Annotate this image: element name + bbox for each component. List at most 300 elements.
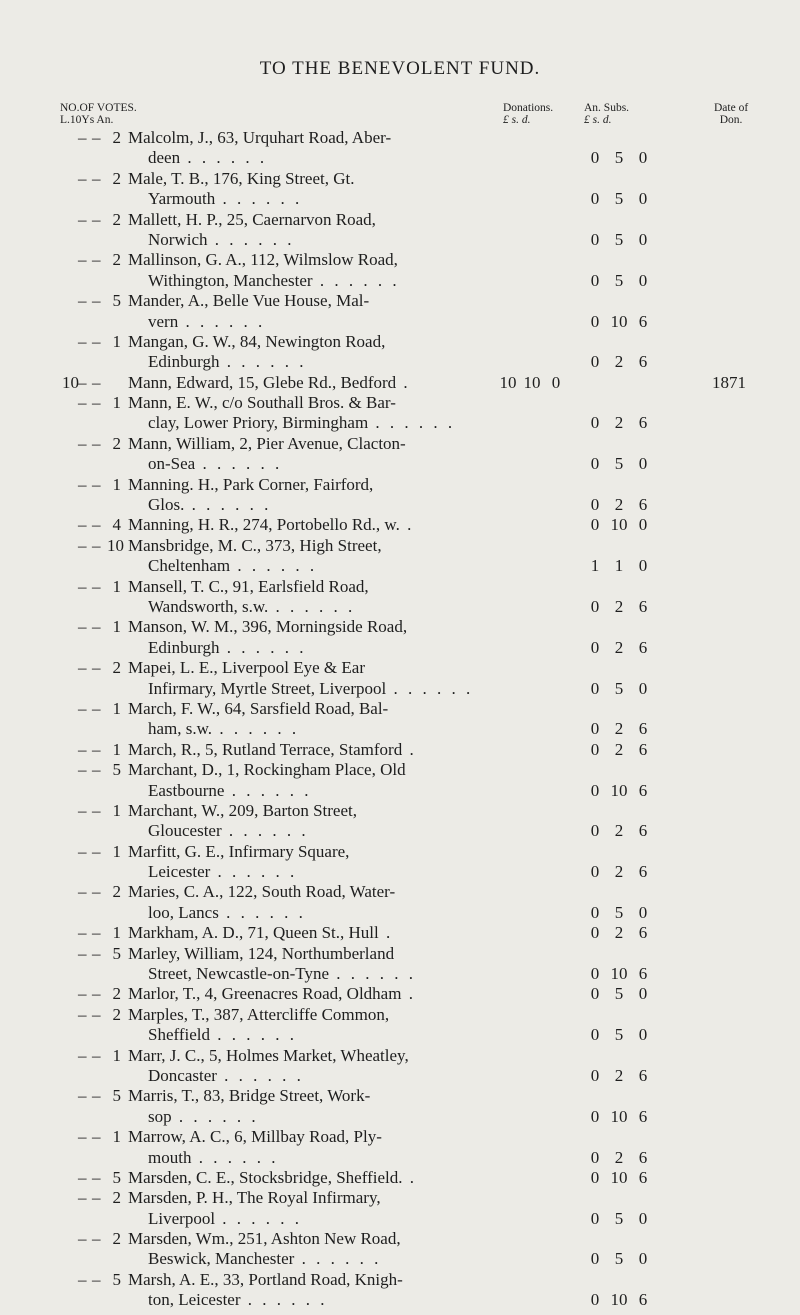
dash-mark: – bbox=[78, 1004, 87, 1024]
votes-annual: 1 bbox=[112, 739, 121, 759]
entry-text: Marples, T., 387, Attercliffe Common, bbox=[128, 1004, 390, 1024]
sub-pence: 6 bbox=[638, 1147, 648, 1167]
list-item bbox=[0, 1046, 800, 1087]
sub-amount bbox=[583, 923, 655, 943]
dash-mark: – bbox=[78, 128, 87, 147]
votes-annual: 2 bbox=[112, 882, 121, 902]
sub-amount bbox=[583, 515, 655, 535]
subscriber-name-address bbox=[128, 210, 376, 230]
list-item bbox=[0, 128, 800, 169]
dash-mark: – bbox=[78, 515, 87, 535]
sub-pounds: 0 bbox=[590, 678, 600, 698]
sub-pence: 6 bbox=[638, 821, 648, 841]
leader-dots: . . . . . . bbox=[294, 1249, 382, 1269]
subscriber-name-address bbox=[128, 699, 388, 719]
entry-text: Marrow, A. C., 6, Millbay Road, Ply- bbox=[128, 1127, 382, 1147]
subscriber-name-address bbox=[128, 1188, 381, 1208]
dash-mark: – bbox=[92, 943, 101, 963]
donations-column-header bbox=[503, 102, 553, 126]
subscriber-address-continued bbox=[148, 230, 294, 250]
leader-dots: . . . . . . bbox=[210, 862, 298, 882]
sub-pounds: 0 bbox=[590, 270, 600, 290]
votes-header-line1: NO.OF VOTES. bbox=[60, 102, 137, 114]
sub-shillings: 5 bbox=[614, 984, 624, 1004]
list-item bbox=[0, 1229, 800, 1270]
entry-second-line bbox=[0, 312, 800, 332]
dash-mark: – bbox=[92, 128, 101, 147]
list-item bbox=[0, 373, 800, 393]
entry-text: Mapei, L. E., Liverpool Eye & Ear bbox=[128, 658, 365, 678]
leader-dots: . . . . . . bbox=[178, 311, 266, 331]
votes-annual: 10 bbox=[107, 535, 124, 555]
sub-amount bbox=[583, 821, 655, 841]
list-item bbox=[0, 515, 800, 535]
sub-amount bbox=[583, 1168, 655, 1188]
entry-first-line bbox=[0, 740, 800, 760]
dash-mark: – bbox=[92, 739, 101, 759]
sub-pounds: 0 bbox=[590, 739, 600, 759]
entry-second-line bbox=[0, 597, 800, 617]
subscriber-address-continued bbox=[148, 312, 265, 332]
subscriber-name-address bbox=[128, 882, 395, 902]
sub-shillings: 2 bbox=[614, 1065, 624, 1085]
don-amount bbox=[496, 373, 568, 393]
sub-pounds: 0 bbox=[590, 1065, 600, 1085]
leader-dots: . bbox=[402, 739, 417, 759]
entry-text: Male, T. B., 176, King Street, Gt. bbox=[128, 168, 355, 188]
entry-text: March, F. W., 64, Sarsfield Road, Bal- bbox=[128, 698, 389, 718]
leader-dots: . . . . . . bbox=[210, 1025, 298, 1045]
subs-units: £ s. d. bbox=[584, 114, 612, 126]
entry-text: Wandsworth, s.w. bbox=[148, 596, 269, 616]
sub-pence: 6 bbox=[638, 862, 648, 882]
sub-pounds: 1 bbox=[590, 556, 600, 576]
entry-text: March, R., 5, Rutland Terrace, Stamford bbox=[128, 739, 403, 759]
entry-text: Withington, Manchester bbox=[148, 270, 313, 290]
dash-mark: – bbox=[78, 739, 87, 759]
sub-shillings: 5 bbox=[614, 270, 624, 290]
sub-pence: 6 bbox=[638, 1065, 648, 1085]
dash-mark: – bbox=[92, 760, 101, 780]
leader-dots: . bbox=[396, 372, 411, 392]
entry-second-line bbox=[0, 638, 800, 658]
entry-second-line bbox=[0, 413, 800, 433]
subscriber-address-continued bbox=[148, 821, 309, 841]
votes-annual: 2 bbox=[112, 128, 121, 147]
votes-annual: 1 bbox=[112, 841, 121, 861]
entry-first-line bbox=[0, 169, 800, 189]
sub-pounds: 0 bbox=[590, 780, 600, 800]
sub-pounds: 0 bbox=[590, 1167, 600, 1187]
dash-mark: – bbox=[78, 474, 87, 494]
entry-text: Manning, H. R., 274, Portobello Rd., w. bbox=[128, 515, 400, 535]
sub-pounds: 0 bbox=[590, 637, 600, 657]
entry-second-line bbox=[0, 271, 800, 291]
dash-mark: – bbox=[92, 576, 101, 596]
entry-first-line bbox=[0, 944, 800, 964]
dash-mark: – bbox=[92, 250, 101, 270]
sub-pounds: 0 bbox=[590, 821, 600, 841]
sub-amount bbox=[583, 781, 655, 801]
leader-dots: . . . . . . bbox=[171, 1106, 259, 1126]
sub-amount bbox=[583, 984, 655, 1004]
subscriber-address-continued bbox=[148, 271, 400, 291]
sub-pounds: 0 bbox=[590, 454, 600, 474]
votes-annual: 4 bbox=[112, 515, 121, 535]
dash-mark: – bbox=[92, 1167, 101, 1187]
subscriber-address-continued bbox=[148, 862, 297, 882]
dash-mark: – bbox=[92, 331, 101, 351]
subscriber-name-address bbox=[128, 923, 393, 943]
entry-text: Marris, T., 83, Bridge Street, Work- bbox=[128, 1086, 371, 1106]
subscriber-name-address bbox=[128, 1168, 417, 1188]
entry-second-line bbox=[0, 821, 800, 841]
entry-text: Marchant, D., 1, Rockingham Place, Old bbox=[128, 760, 406, 780]
sub-shillings: 5 bbox=[614, 1208, 624, 1228]
dash-mark: – bbox=[92, 209, 101, 229]
entry-second-line bbox=[0, 230, 800, 250]
donations-units: £ s. d. bbox=[503, 114, 531, 126]
sub-shillings: 2 bbox=[614, 637, 624, 657]
sub-amount bbox=[583, 964, 655, 984]
subscriber-address-continued bbox=[148, 1107, 259, 1127]
entry-first-line bbox=[0, 760, 800, 780]
subscriber-name-address bbox=[128, 577, 369, 597]
sub-shillings: 2 bbox=[614, 413, 624, 433]
sub-shillings: 5 bbox=[614, 148, 624, 168]
leader-dots: . . . . . . bbox=[230, 556, 318, 576]
list-item bbox=[0, 1188, 800, 1229]
votes-annual: 1 bbox=[112, 576, 121, 596]
entry-first-line bbox=[0, 250, 800, 270]
subscriber-address-continued bbox=[148, 638, 306, 658]
entry-text: Edinburgh bbox=[148, 352, 220, 372]
entry-first-line bbox=[0, 1086, 800, 1106]
leader-dots: . . . . . . bbox=[219, 352, 307, 372]
list-item bbox=[0, 617, 800, 658]
leader-dots: . bbox=[399, 515, 415, 535]
subscriber-name-address bbox=[128, 944, 394, 964]
dash-mark: – bbox=[78, 209, 87, 229]
entry-text: mouth bbox=[148, 1147, 192, 1167]
dash-mark: – bbox=[92, 1127, 101, 1147]
list-item bbox=[0, 842, 800, 883]
entry-first-line bbox=[0, 128, 800, 148]
subscriber-name-address bbox=[128, 536, 382, 556]
votes-annual: 1 bbox=[112, 331, 121, 351]
entry-text: Marfitt, G. E., Infirmary Square, bbox=[128, 841, 350, 861]
dash-mark: – bbox=[78, 1086, 87, 1106]
dash-mark: – bbox=[92, 800, 101, 820]
sub-shillings: 10 bbox=[610, 311, 628, 331]
dash-mark: – bbox=[78, 943, 87, 963]
entry-text: Mann, E. W., c/o Southall Bros. & Bar- bbox=[128, 393, 396, 413]
votes-annual: 1 bbox=[112, 617, 121, 637]
dash-mark: – bbox=[92, 984, 101, 1004]
entry-first-line bbox=[0, 658, 800, 678]
sub-amount bbox=[583, 556, 655, 576]
dash-mark: – bbox=[92, 372, 101, 392]
subscriber-address-continued bbox=[148, 413, 455, 433]
subscriber-address-continued bbox=[148, 495, 271, 515]
donations-header-label: Donations. bbox=[503, 102, 554, 114]
dash-mark: – bbox=[78, 433, 87, 453]
subscriber-name-address bbox=[128, 842, 349, 862]
entry-first-line bbox=[0, 842, 800, 862]
sub-pence: 6 bbox=[638, 1290, 648, 1310]
dash-mark: – bbox=[78, 1127, 87, 1147]
votes-annual: 5 bbox=[112, 943, 121, 963]
leader-dots: . . . . . . bbox=[221, 821, 309, 841]
entry-first-line bbox=[0, 1188, 800, 1208]
sub-shillings: 2 bbox=[614, 495, 624, 515]
subscriber-name-address bbox=[128, 1005, 389, 1025]
leader-dots: . . . . . . bbox=[224, 780, 312, 800]
entry-second-line bbox=[0, 1290, 800, 1310]
sub-amount bbox=[583, 495, 655, 515]
sub-shillings: 2 bbox=[614, 352, 624, 372]
entry-first-line bbox=[0, 291, 800, 311]
subscriber-address-continued bbox=[148, 597, 355, 617]
entry-first-line bbox=[0, 1270, 800, 1290]
leader-dots: . . . . . . bbox=[218, 902, 306, 922]
sub-pounds: 0 bbox=[590, 923, 600, 943]
dash-mark: – bbox=[78, 658, 87, 678]
sub-pence: 0 bbox=[638, 148, 648, 168]
subscriber-address-continued bbox=[148, 556, 317, 576]
entry-first-line bbox=[0, 393, 800, 413]
date-header-line1: Date of bbox=[714, 102, 749, 114]
votes-annual: 2 bbox=[112, 433, 121, 453]
entry-text: on-Sea bbox=[148, 454, 196, 474]
dash-mark: – bbox=[92, 1004, 101, 1024]
entry-text: Mann, Edward, 15, Glebe Rd., Bedford bbox=[128, 372, 397, 392]
entry-first-line bbox=[0, 210, 800, 230]
dash-mark: – bbox=[92, 882, 101, 902]
list-item bbox=[0, 1127, 800, 1168]
sub-pence: 6 bbox=[638, 964, 648, 984]
entry-first-line bbox=[0, 373, 800, 393]
entry-first-line bbox=[0, 1229, 800, 1249]
subscriber-name-address bbox=[128, 617, 407, 637]
dash-mark: – bbox=[78, 1188, 87, 1208]
entry-second-line bbox=[0, 556, 800, 576]
list-item bbox=[0, 1086, 800, 1127]
sub-shillings: 5 bbox=[614, 678, 624, 698]
subscriber-address-continued bbox=[148, 189, 302, 209]
sub-pence: 0 bbox=[638, 1025, 648, 1045]
dash-mark: – bbox=[92, 168, 101, 188]
entry-text: Manning. H., Park Corner, Fairford, bbox=[128, 474, 374, 494]
entry-text: Mansbridge, M. C., 373, High Street, bbox=[128, 535, 382, 555]
sub-shillings: 2 bbox=[614, 821, 624, 841]
dash-mark: – bbox=[78, 250, 87, 270]
sub-shillings: 2 bbox=[614, 596, 624, 616]
leader-dots: . . . . . . bbox=[180, 148, 268, 168]
dash-mark: – bbox=[78, 1269, 87, 1289]
dash-mark: – bbox=[92, 698, 101, 718]
entry-second-line bbox=[0, 352, 800, 372]
don-pounds: 10 bbox=[499, 372, 517, 392]
dash-mark: – bbox=[92, 1269, 101, 1289]
entry-second-line bbox=[0, 1249, 800, 1269]
votes-header-line2: L.10Ys An. bbox=[60, 114, 114, 126]
entry-text: Glos. bbox=[148, 495, 185, 515]
sub-amount bbox=[583, 638, 655, 658]
subscriber-name-address bbox=[128, 128, 391, 148]
sub-shillings: 10 bbox=[610, 1167, 628, 1187]
entry-text: Marley, William, 124, Northumberland bbox=[128, 943, 395, 963]
entry-first-line bbox=[0, 984, 800, 1004]
entry-text: Maries, C. A., 122, South Road, Water- bbox=[128, 882, 396, 902]
sub-pounds: 0 bbox=[590, 413, 600, 433]
sub-shillings: 5 bbox=[614, 229, 624, 249]
leader-dots: . . . . . . bbox=[195, 454, 283, 474]
votes-column-header bbox=[60, 102, 137, 126]
sub-amount bbox=[583, 679, 655, 699]
dash-mark: – bbox=[78, 393, 87, 413]
subscriber-address-continued bbox=[148, 1249, 381, 1269]
subscriber-address-continued bbox=[148, 454, 282, 474]
leader-dots: . . . . . . bbox=[212, 719, 300, 739]
dash-mark: – bbox=[92, 1086, 101, 1106]
don-shillings: 10 bbox=[523, 372, 541, 392]
sub-pence: 6 bbox=[638, 352, 648, 372]
subscriber-name-address bbox=[128, 801, 357, 821]
sub-pence: 6 bbox=[638, 780, 648, 800]
list-item bbox=[0, 332, 800, 373]
entry-text: Marchant, W., 209, Barton Street, bbox=[128, 800, 357, 820]
list-item bbox=[0, 760, 800, 801]
votes-annual: 5 bbox=[112, 1269, 121, 1289]
don-pence: 0 bbox=[551, 372, 561, 392]
sub-pounds: 0 bbox=[590, 229, 600, 249]
list-item bbox=[0, 699, 800, 740]
votes-annual: 1 bbox=[112, 393, 121, 413]
sub-pounds: 0 bbox=[590, 311, 600, 331]
sub-shillings: 10 bbox=[610, 964, 628, 984]
dash-mark: – bbox=[92, 433, 101, 453]
sub-pounds: 0 bbox=[590, 1106, 600, 1126]
entry-text: Marsden, C. E., Stocksbridge, Sheffield. bbox=[128, 1167, 403, 1187]
sub-pence: 0 bbox=[638, 984, 648, 1004]
sub-pounds: 0 bbox=[590, 1290, 600, 1310]
subscriber-name-address bbox=[128, 1086, 370, 1106]
entry-text: Eastbourne bbox=[148, 780, 225, 800]
leader-dots: . . . . . . bbox=[219, 637, 307, 657]
votes-annual: 2 bbox=[112, 250, 121, 270]
sub-shillings: 10 bbox=[610, 1106, 628, 1126]
sub-amount bbox=[583, 903, 655, 923]
sub-shillings: 2 bbox=[614, 719, 624, 739]
subscriber-name-address bbox=[128, 658, 365, 678]
dash-mark: – bbox=[92, 535, 101, 555]
subscriber-name-address bbox=[128, 291, 369, 311]
leader-dots: . . . . . . bbox=[329, 964, 417, 984]
sub-pence: 0 bbox=[638, 678, 648, 698]
leader-dots: . bbox=[378, 923, 394, 943]
list-item bbox=[0, 923, 800, 943]
list-item bbox=[0, 291, 800, 332]
subscriber-address-continued bbox=[148, 1290, 328, 1310]
list-item bbox=[0, 882, 800, 923]
dash-mark: – bbox=[78, 291, 87, 311]
sub-amount bbox=[583, 597, 655, 617]
entry-text: vern bbox=[148, 311, 179, 331]
sub-pence: 0 bbox=[638, 1208, 648, 1228]
sub-pounds: 0 bbox=[590, 1249, 600, 1269]
subscriber-address-continued bbox=[148, 352, 306, 372]
entry-text: Malcolm, J., 63, Urquhart Road, Aber- bbox=[128, 128, 392, 147]
entry-text: Marsh, A. E., 33, Portland Road, Knigh- bbox=[128, 1269, 403, 1289]
votes-10-years: 10 bbox=[62, 372, 79, 392]
sub-pounds: 0 bbox=[590, 352, 600, 372]
sub-amount bbox=[583, 1107, 655, 1127]
entry-second-line bbox=[0, 1066, 800, 1086]
dash-mark: – bbox=[78, 576, 87, 596]
subscriber-address-continued bbox=[148, 719, 299, 739]
sub-shillings: 2 bbox=[614, 739, 624, 759]
date-header-line2: Don. bbox=[719, 114, 743, 126]
entry-text: ton, Leicester bbox=[148, 1290, 241, 1310]
votes-annual: 2 bbox=[112, 984, 121, 1004]
entry-first-line bbox=[0, 882, 800, 902]
leader-dots: . bbox=[402, 1167, 417, 1187]
dash-mark: – bbox=[92, 393, 101, 413]
dash-mark: – bbox=[78, 1229, 87, 1249]
sub-pounds: 0 bbox=[590, 148, 600, 168]
entry-second-line bbox=[0, 1148, 800, 1168]
votes-annual: 2 bbox=[112, 658, 121, 678]
sub-pence: 0 bbox=[638, 229, 648, 249]
subs-header-label: An. Subs. bbox=[584, 102, 630, 114]
sub-pounds: 0 bbox=[590, 862, 600, 882]
subscriber-address-continued bbox=[148, 903, 306, 923]
dash-mark: – bbox=[78, 882, 87, 902]
sub-amount bbox=[583, 1209, 655, 1229]
dash-mark: – bbox=[92, 515, 101, 535]
entry-text: Marr, J. C., 5, Holmes Market, Wheatley, bbox=[128, 1045, 409, 1065]
sub-amount bbox=[583, 271, 655, 291]
entry-first-line bbox=[0, 475, 800, 495]
subscriber-name-address bbox=[128, 475, 373, 495]
votes-annual: 2 bbox=[112, 168, 121, 188]
sub-pounds: 0 bbox=[590, 1147, 600, 1167]
entry-second-line bbox=[0, 454, 800, 474]
entry-text: deen bbox=[148, 148, 181, 168]
entry-text: Gloucester bbox=[148, 821, 222, 841]
list-item bbox=[0, 984, 800, 1004]
entry-text: Cheltenham bbox=[148, 556, 231, 576]
sub-pounds: 0 bbox=[590, 719, 600, 739]
subscriber-name-address bbox=[128, 760, 406, 780]
sub-amount bbox=[583, 1025, 655, 1045]
leader-dots: . . . . . . bbox=[184, 495, 272, 515]
subscriber-name-address bbox=[128, 373, 411, 393]
sub-pence: 6 bbox=[638, 311, 648, 331]
entry-text: Manson, W. M., 396, Morningside Road, bbox=[128, 617, 408, 637]
list-item bbox=[0, 1005, 800, 1046]
subscriber-name-address bbox=[128, 1127, 382, 1147]
list-item bbox=[0, 250, 800, 291]
sub-pence: 6 bbox=[638, 739, 648, 759]
sub-pounds: 0 bbox=[590, 1208, 600, 1228]
entry-text: Mander, A., Belle Vue House, Mal- bbox=[128, 291, 370, 311]
dash-mark: – bbox=[78, 1167, 87, 1187]
entry-first-line bbox=[0, 1168, 800, 1188]
sub-amount bbox=[583, 719, 655, 739]
sub-pence: 0 bbox=[638, 515, 648, 535]
